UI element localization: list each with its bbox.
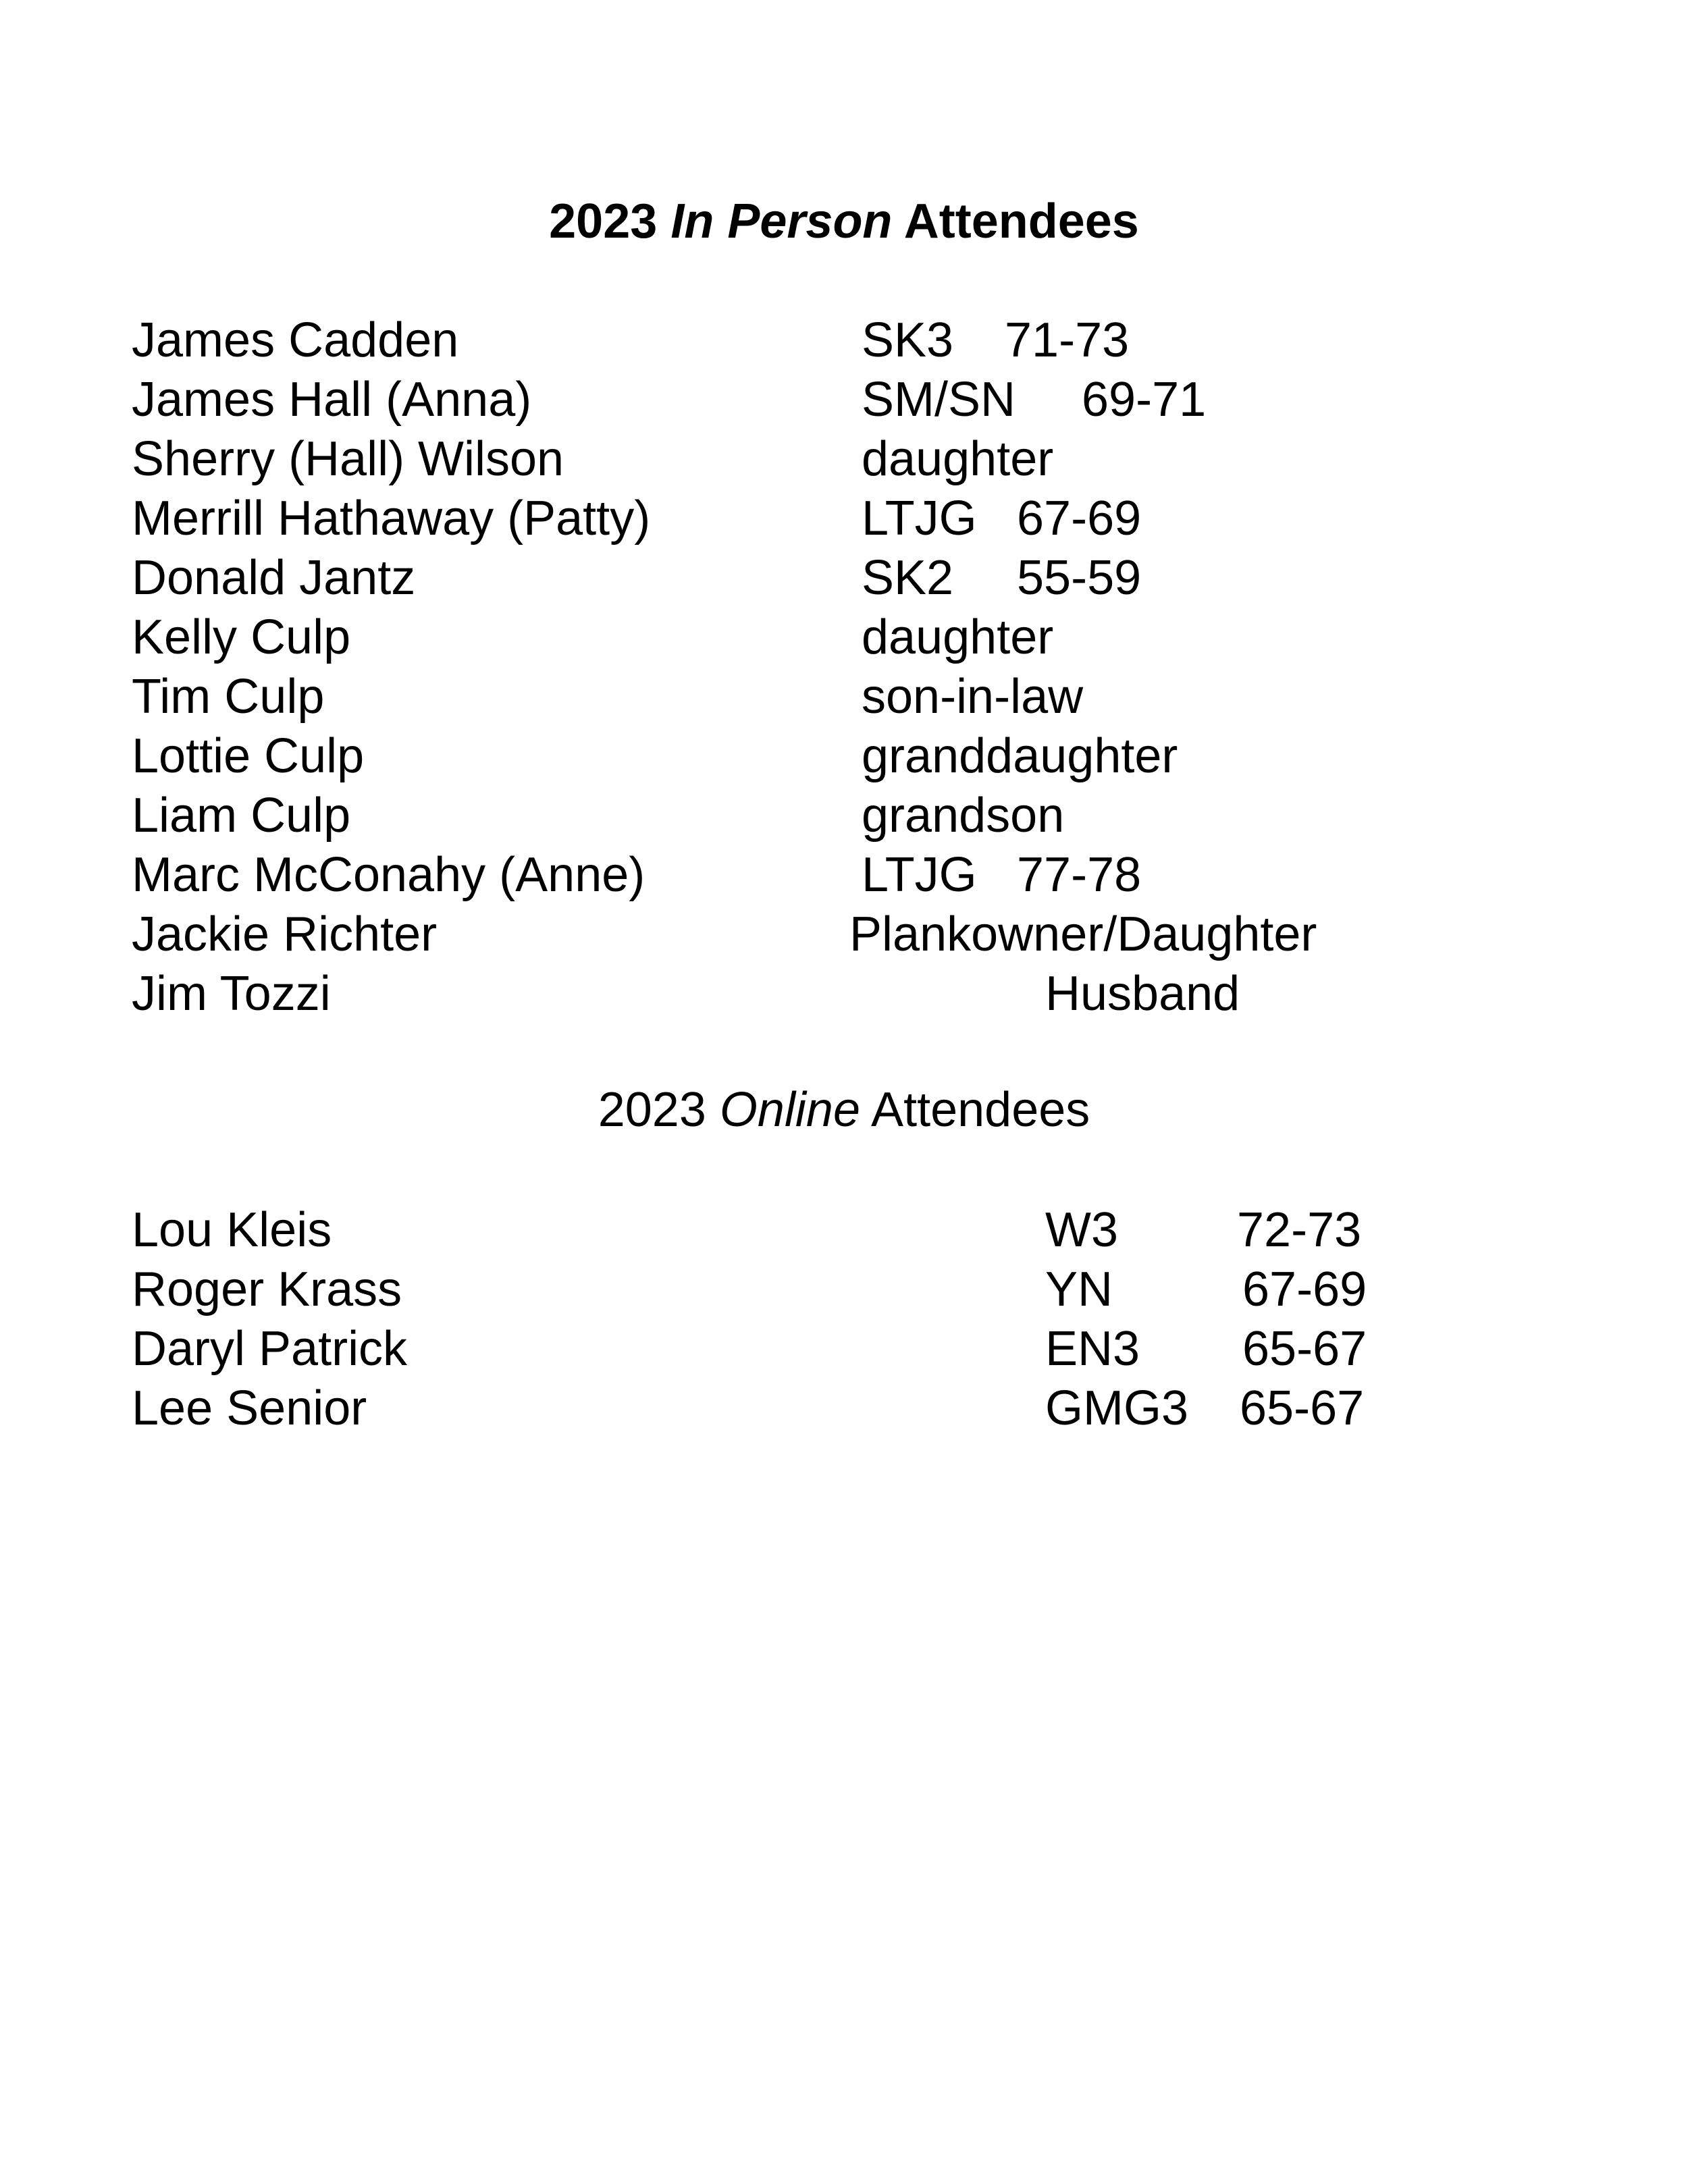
attendee-row	[0, 905, 1688, 964]
in-person-heading-year: 2023	[549, 194, 658, 248]
attendee-relation: granddaughter	[862, 729, 1178, 783]
attendee-row	[0, 667, 1688, 726]
attendee-name: Daryl Patrick	[132, 1322, 408, 1376]
attendee-name: Lottie Culp	[132, 729, 365, 783]
attendee-years: 69-71	[1082, 373, 1207, 427]
attendee-rate: EN3	[1045, 1322, 1140, 1376]
online-heading	[0, 1083, 1688, 1137]
attendee-rate: SM/SN	[862, 373, 1016, 427]
attendee-rate: W3	[1045, 1203, 1118, 1257]
attendee-row	[0, 845, 1688, 905]
attendee-rate: LTJG	[862, 491, 977, 545]
attendee-row	[0, 964, 1688, 1023]
attendee-row	[0, 1200, 1688, 1260]
attendee-relation: daughter	[862, 432, 1054, 486]
attendee-name: Lou Kleis	[132, 1203, 332, 1257]
attendee-name: James Cadden	[132, 313, 459, 367]
online-heading-emphasis: Online	[719, 1083, 861, 1137]
attendee-row	[0, 489, 1688, 548]
in-person-heading	[0, 194, 1688, 248]
attendee-relation: daughter	[862, 610, 1054, 664]
attendee-years: 55-59	[1017, 551, 1142, 605]
attendee-name: Donald Jantz	[132, 551, 416, 605]
attendee-name: Jackie Richter	[132, 907, 438, 961]
attendee-years: 65-67	[1242, 1322, 1367, 1376]
attendee-rate: YN	[1045, 1262, 1113, 1316]
online-heading-year: 2023	[598, 1083, 706, 1137]
attendee-years: 67-69	[1017, 491, 1142, 545]
attendee-rate: SK2	[862, 551, 954, 605]
attendee-row	[0, 370, 1688, 429]
attendee-name: Sherry (Hall) Wilson	[132, 432, 564, 486]
attendee-name: Lee Senior	[132, 1381, 367, 1435]
attendee-years: 77-78	[1017, 848, 1142, 902]
attendee-rate: GMG3	[1045, 1381, 1189, 1435]
attendee-name: James Hall (Anna)	[132, 373, 532, 427]
attendee-years: 67-69	[1242, 1262, 1367, 1316]
attendee-row	[0, 726, 1688, 786]
attendee-rate: LTJG	[862, 848, 977, 902]
attendee-row	[0, 1260, 1688, 1319]
attendee-years: 72-73	[1237, 1203, 1362, 1257]
attendee-name: Tim Culp	[132, 670, 325, 724]
attendee-years: 71-73	[1005, 313, 1130, 367]
online-heading-suffix: Attendees	[871, 1083, 1090, 1137]
attendee-row	[0, 311, 1688, 370]
in-person-heading-emphasis: In Person	[670, 194, 893, 248]
attendee-row	[0, 1379, 1688, 1438]
attendee-name: Kelly Culp	[132, 610, 351, 664]
attendee-name: Liam Culp	[132, 789, 351, 843]
attendee-name: Roger Krass	[132, 1262, 402, 1316]
attendee-row	[0, 548, 1688, 608]
attendee-years: 65-67	[1240, 1381, 1365, 1435]
attendee-name: Jim Tozzi	[132, 967, 331, 1021]
attendee-row	[0, 608, 1688, 667]
attendee-row	[0, 1319, 1688, 1379]
attendee-row	[0, 429, 1688, 489]
attendee-relation: grandson	[862, 789, 1065, 843]
attendee-rate: SK3	[862, 313, 954, 367]
attendee-name: Marc McConahy (Anne)	[132, 848, 645, 902]
attendee-name: Merrill Hathaway (Patty)	[132, 491, 651, 545]
attendee-row	[0, 786, 1688, 845]
attendee-relation: son-in-law	[862, 670, 1084, 724]
attendee-relation: Plankowner/Daughter	[849, 907, 1317, 961]
attendee-relation: Husband	[1045, 967, 1240, 1021]
in-person-heading-suffix: Attendees	[903, 194, 1139, 248]
